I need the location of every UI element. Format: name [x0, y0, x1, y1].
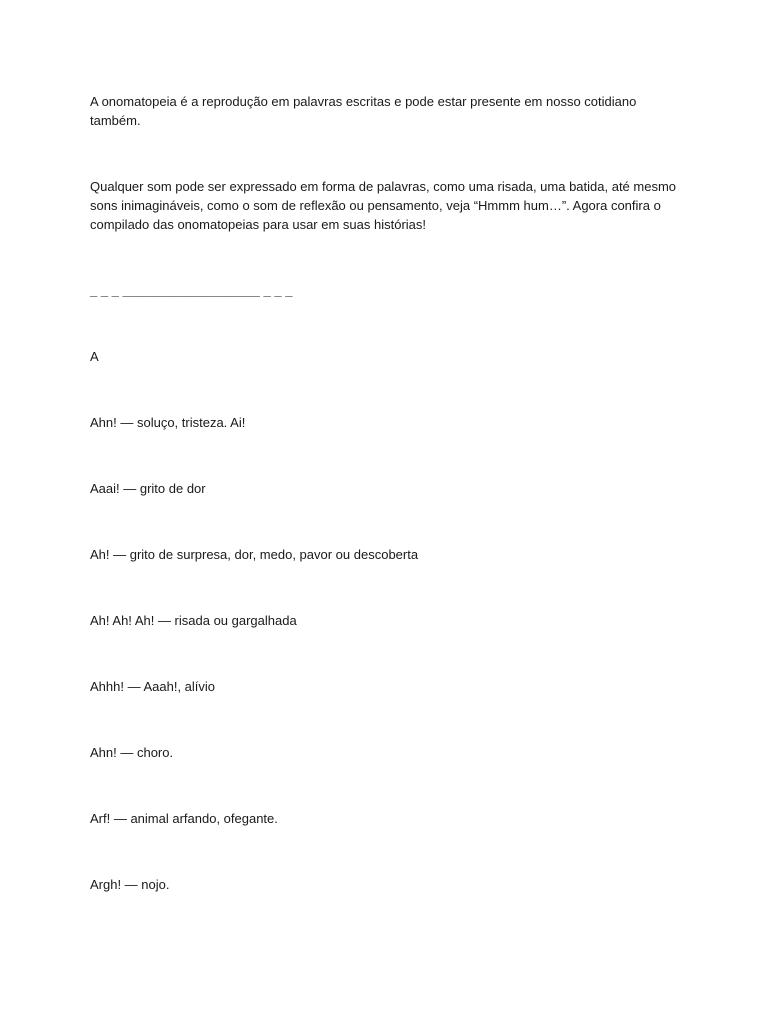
entry-6: Ahn! — choro. [90, 745, 174, 760]
entry-3: Ah! — grito de surpresa, dor, medo, pavor ou descoberta [90, 547, 419, 562]
entry-4: Ah! Ah! Ah! — risada ou gargalhada [90, 613, 297, 628]
section-divider: _ _ _ ___________________ _ _ _ [90, 283, 293, 298]
intro-paragraph: A onomatopeia é a reprodução em palavras escritas e pode estar presente em nosso cotidiano também. [90, 94, 637, 128]
entry-1: Ahn! — soluço, tristeza. Ai! [90, 415, 246, 430]
section-letter: A [90, 349, 99, 364]
entry-5: Ahhh! — Aaah!, alívio [90, 679, 216, 694]
entry-7: Arf! — animal arfando, ofegante. [90, 811, 278, 826]
entry-2: Aaai! — grito de dor [90, 481, 206, 496]
entry-8: Argh! — nojo. [90, 877, 170, 892]
document-page [90, 92, 680, 941]
body-paragraph: Qualquer som pode ser expressado em forma de palavras, como uma risada, uma batida, até mesmo sons inimagináveis, como o som de reflexão ou pensamento, veja “Hmmm hum…”. Agora confira o compilado das onomatopeias para usar em suas histórias! [90, 179, 677, 232]
